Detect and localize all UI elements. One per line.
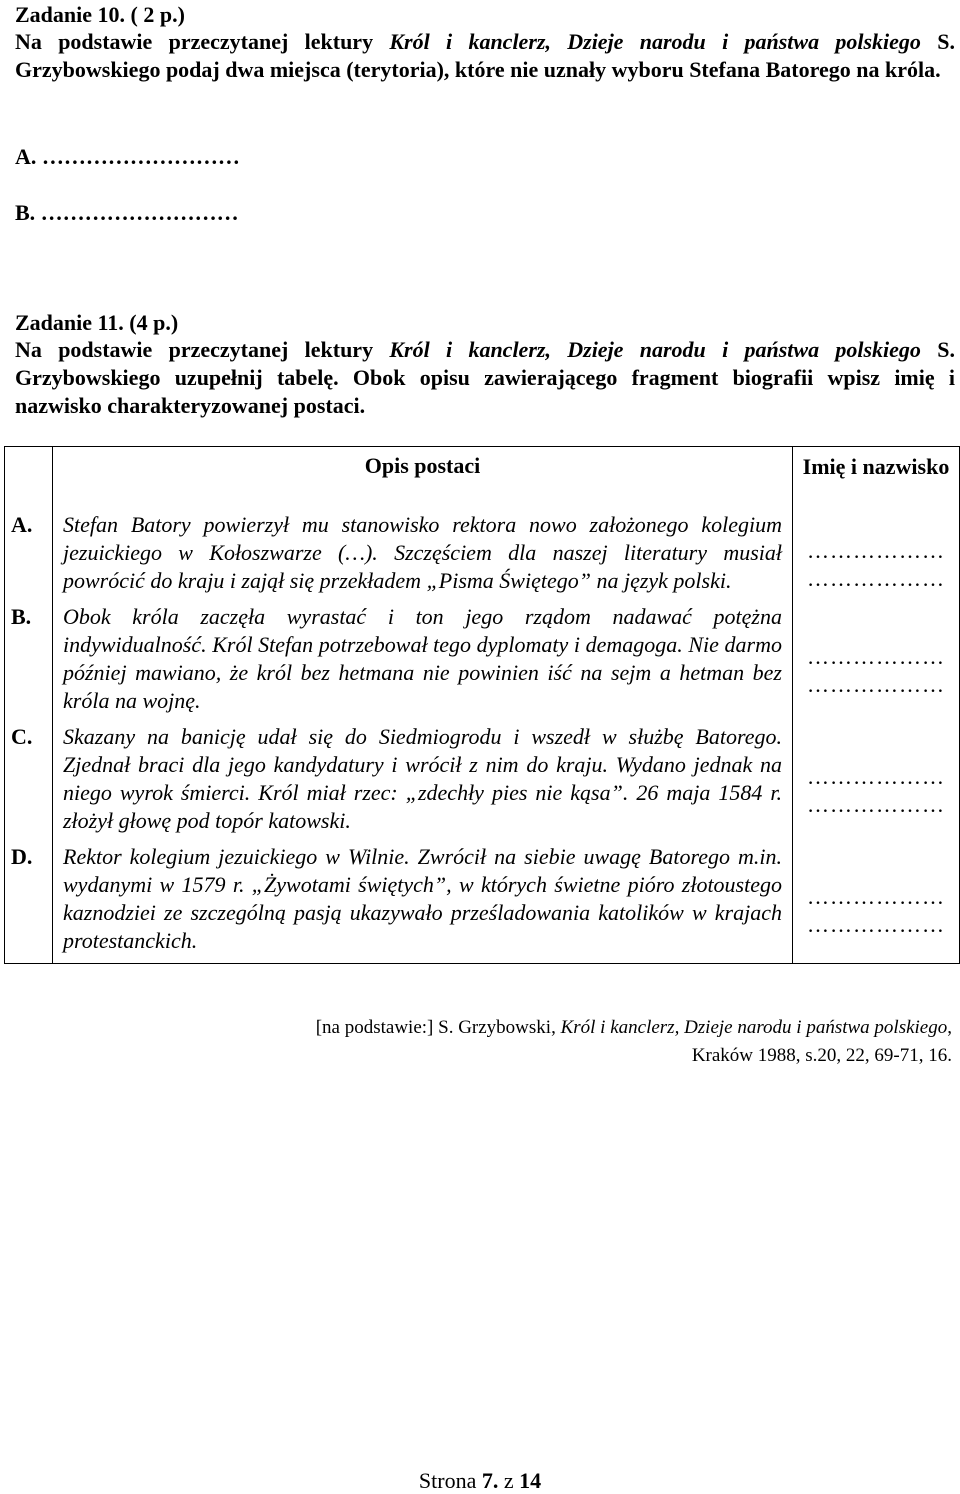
surname-dots: ……………… <box>807 912 945 937</box>
row-letter: B. <box>5 603 53 723</box>
task11-instruction <box>15 336 955 420</box>
page-current: 7. <box>481 1468 499 1493</box>
table-row <box>5 723 960 843</box>
name-dots: ……………… <box>807 884 945 909</box>
surname-dots: ……………… <box>807 566 945 591</box>
row-letter: C. <box>5 723 53 843</box>
page-sep: z <box>498 1468 520 1493</box>
task11-title: Zadanie 11. (4 p.) <box>15 310 179 335</box>
row-name-answer[interactable] <box>793 603 960 723</box>
row-desc: Skazany na banicję udał się do Siedmiogrodu i wszedł w służbę Batorego. Zjednał braci dla jego kandydatury i wrócił z nim do kraju. Wydano jednak na niego wyrok śmierci. Król miał rzec: „zdechły pies nie kąsa”. 26 maja 1584 r. złożył głowę pod topór katowski. <box>53 723 793 843</box>
footnote-book-title: Król i kanclerz, Dzieje narodu i państwa polskiego <box>560 1017 948 1038</box>
table-row <box>5 511 960 603</box>
footnote-prefix: [na podstawie:] S. Grzybowski, <box>315 1017 561 1038</box>
name-dots: ……………… <box>807 644 945 669</box>
task10-answer-b[interactable]: B. ……………………… <box>15 200 239 225</box>
character-table <box>4 446 960 964</box>
row-desc: Rektor kolegium jezuickiego w Wilnie. Zwrócił na siebie uwagę Batorego m.in. wydanymi w 1579 r. „Żywotami świętych”, w których świetne pióro złotoustego kaznodziei ze szczególną pasją ukazywało prześladowania katolików w krajach protestanckich. <box>53 843 793 964</box>
table-row <box>5 603 960 723</box>
footnote-line1 <box>316 1014 952 1042</box>
row-name-answer[interactable] <box>793 843 960 964</box>
row-letter: D. <box>5 843 53 964</box>
task11-book-title: Król i kanclerz, Dzieje narodu i państwa polskiego <box>389 337 921 362</box>
task10-book-title: Król i kanclerz, Dzieje narodu i państwa polskiego <box>389 29 921 54</box>
task11-text-prefix: Na podstawie przeczytanej lektury <box>15 337 390 362</box>
name-dots: ……………… <box>807 764 945 789</box>
surname-dots: ……………… <box>807 672 945 697</box>
row-name-answer[interactable] <box>793 723 960 843</box>
task11-text-suffix: S. Grzybowskiego uzupełnij tabelę. Obok opisu zawierającego fragment biografii wpisz imię i nazwisko charakteryzowanej postaci. <box>15 337 955 418</box>
footnote-suffix: , <box>947 1017 952 1038</box>
task10-text-prefix: Na podstawie przeczytanej lektury <box>15 29 390 54</box>
page-total: 14 <box>519 1468 542 1493</box>
header-desc: Opis postaci <box>53 447 793 512</box>
row-letter: A. <box>5 511 53 603</box>
page-number <box>0 1468 960 1494</box>
source-footnote <box>316 1014 952 1070</box>
header-letter-cell <box>5 447 53 512</box>
task10-answer-a[interactable]: A. ……………………… <box>15 144 240 169</box>
row-name-answer[interactable] <box>793 511 960 603</box>
row-desc: Obok króla zaczęła wyrastać i ton jego rządom nadawać potężna indywidualność. Król Stefan potrzebował tego dyplomaty i demagoga. Nie darmo później mawiano, że król bez hetmana nie powinien iść na sejm a hetman bez króla na wojnę. <box>53 603 793 723</box>
task10-instruction <box>15 28 955 84</box>
header-name: Imię i nazwisko <box>793 447 960 512</box>
task10-text-suffix: S. Grzybowskiego podaj dwa miejsca (terytoria), które nie uznały wyboru Stefana Batorego na króla. <box>15 29 955 82</box>
footnote-line2: Kraków 1988, s.20, 22, 69-71, 16. <box>691 1045 952 1066</box>
table-header-row <box>5 447 960 512</box>
task10-title: Zadanie 10. ( 2 p.) <box>15 2 185 27</box>
surname-dots: ……………… <box>807 792 945 817</box>
name-dots: ……………… <box>807 538 945 563</box>
page-label: Strona <box>418 1468 482 1493</box>
row-desc: Stefan Batory powierzył mu stanowisko rektora nowo założonego kolegium jezuickiego w Kołoszwarze (…). Szczęściem dla naszej literatury musiał powrócić do kraju i zajął się przekładem „Pisma Świętego” na język polski. <box>53 511 793 603</box>
table-row <box>5 843 960 964</box>
